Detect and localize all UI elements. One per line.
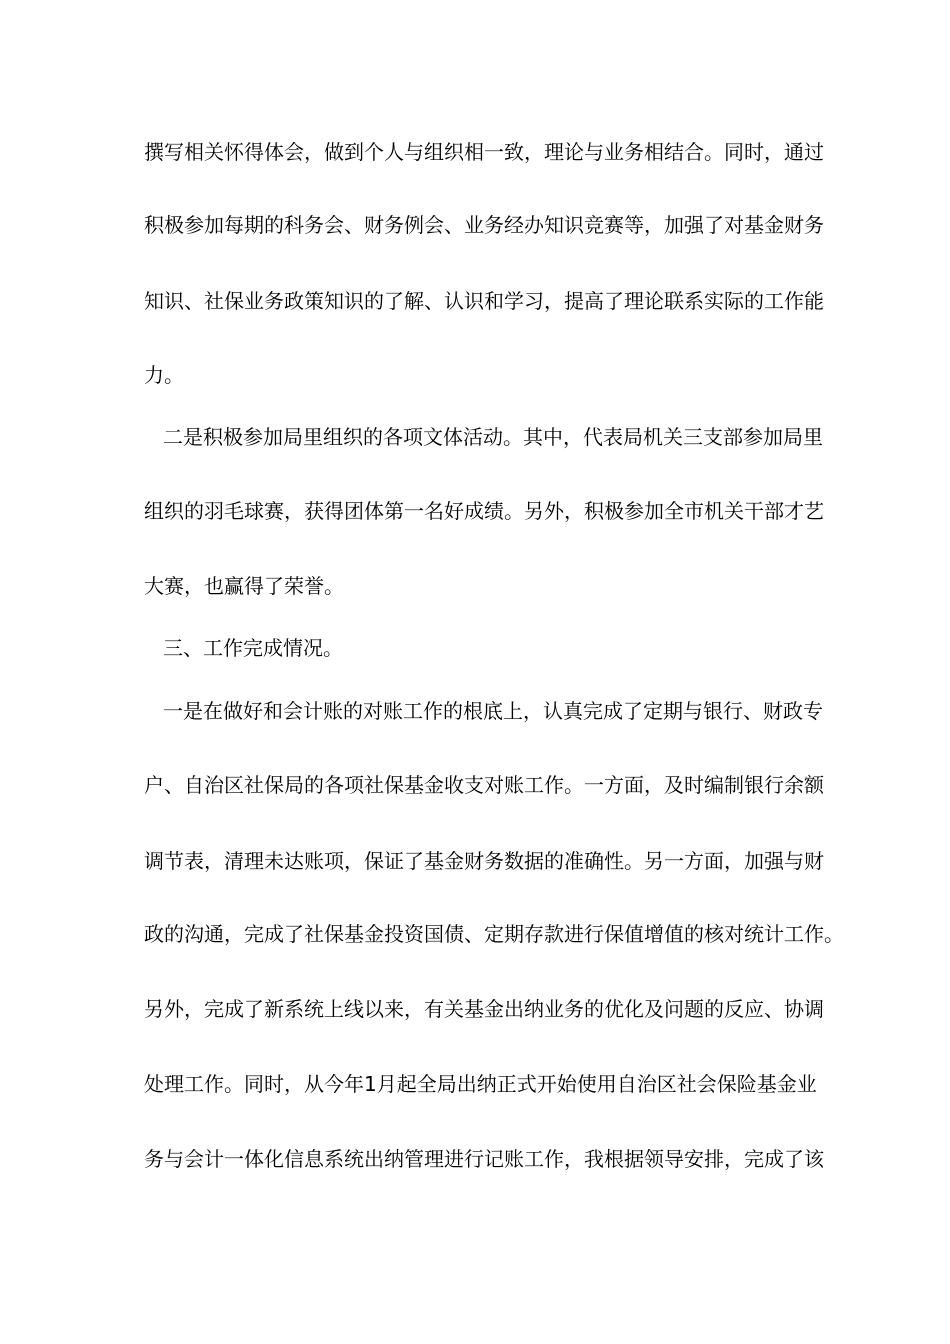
text-line: 政的沟通，完成了社保基金投资国债、定期存款进行保值增值的核对统计工作。 — [144, 922, 844, 946]
paragraph-first-line: 二是积极参加局里组织的各项文体活动。其中，代表局机关三支部参加局里 — [163, 425, 823, 449]
text-line: 务与会计一体化信息系统出纳管理进行记账工作，我根据领导安排，完成了该 — [144, 1147, 824, 1171]
text-line: 知识、社保业务政策知识的了解、认识和学习，提高了理论联系实际的工作能 — [144, 289, 824, 313]
text-line: 户、自治区社保局的各项社保基金收支对账工作。一方面，及时编制银行余额 — [144, 773, 824, 797]
paragraph-first-line: 一是在做好和会计账的对账工作的根底上，认真完成了定期与银行、财政专 — [163, 699, 823, 723]
text-line: 积极参加每期的科务会、财务例会、业务经办知识竞赛等，加强了对基金财务 — [144, 213, 824, 237]
text-line: 组织的羽毛球赛，获得团体第一名好成绩。另外，积极参加全市机关干部才艺 — [144, 499, 824, 523]
text-line: 处理工作。同时，从今年1月起全局出纳正式开始使用自治区社会保险基金业 — [144, 1072, 817, 1096]
text-line: 力。 — [144, 363, 184, 387]
text-line: 调节表，清理未达账项，保证了基金财务数据的准确性。另一方面，加强与财 — [144, 849, 824, 873]
section-heading: 三、工作完成情况。 — [163, 636, 343, 660]
text-line: 另外，完成了新系统上线以来，有关基金出纳业务的优化及问题的反应、协调 — [144, 997, 824, 1021]
text-line: 撰写相关怀得体会，做到个人与组织相一致，理论与业务相结合。同时，通过 — [144, 140, 824, 164]
text-line: 大赛，也赢得了荣誉。 — [144, 574, 344, 598]
